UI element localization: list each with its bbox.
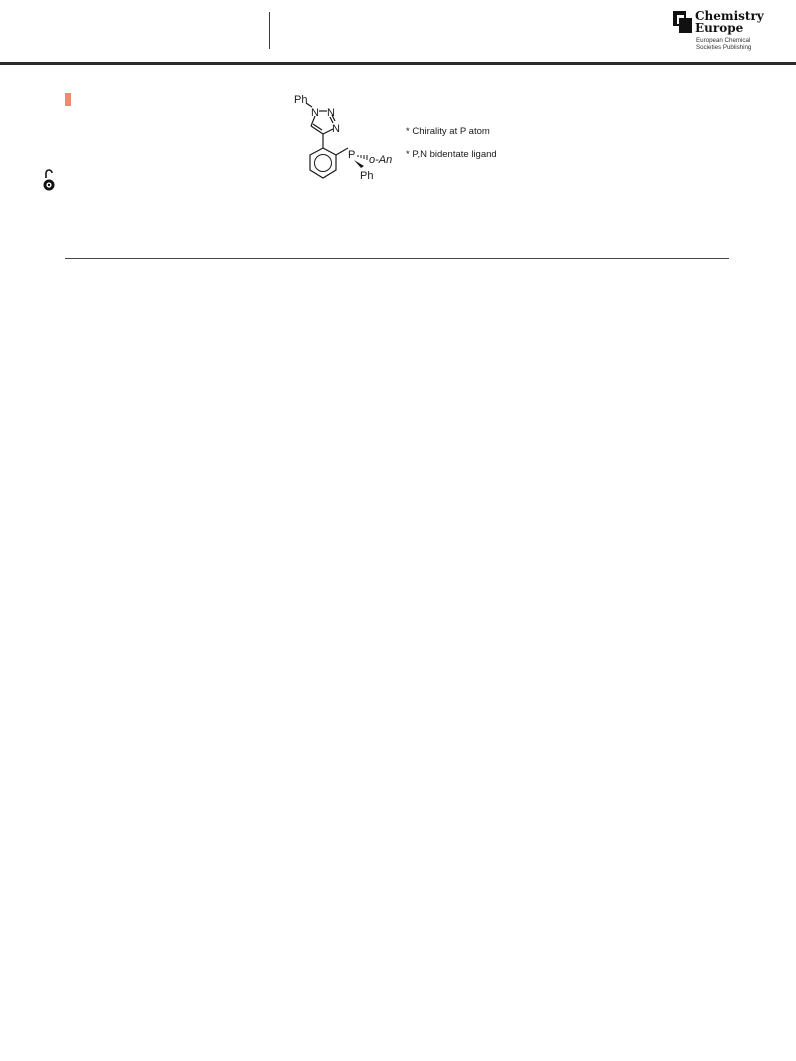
aromatic-circle [315,155,332,172]
phenyl-label-top: Ph [294,94,308,106]
publisher-subtitle [696,37,751,51]
open-access-icon[interactable] [42,169,56,193]
bond [336,148,348,155]
publisher-name-line2: Europe [695,21,744,35]
phenyl-label-bottom: Ph [360,170,374,182]
chemistry-europe-logo-mark-icon [673,11,693,33]
figure-note-ligand: * P,N bidentate ligand [406,149,497,160]
nitrogen-label-1: N [311,107,319,119]
publisher-name-line1: Chemistry [695,9,764,23]
section-marker [65,93,71,106]
hashed-wedge-bond [358,155,367,160]
solid-wedge-bond [354,160,364,168]
phosphorus-label: P [348,149,356,161]
benzene-ring [310,148,336,178]
publisher-logo[interactable] [673,10,783,54]
publisher-subtitle-line1: European Chemical [696,37,751,44]
content-rule [65,258,729,259]
header-divider [269,12,270,49]
nitrogen-label-2: N [327,107,335,119]
publisher-name [695,10,764,34]
header-rule [0,62,796,65]
bond [313,124,322,130]
chemical-structure [288,88,403,190]
anisyl-label: o-An [369,154,393,166]
nitrogen-label-3: N [332,123,340,135]
figure-note-chirality: * Chirality at P atom [406,126,490,137]
publisher-subtitle-line2: Societies Publishing [696,44,752,51]
